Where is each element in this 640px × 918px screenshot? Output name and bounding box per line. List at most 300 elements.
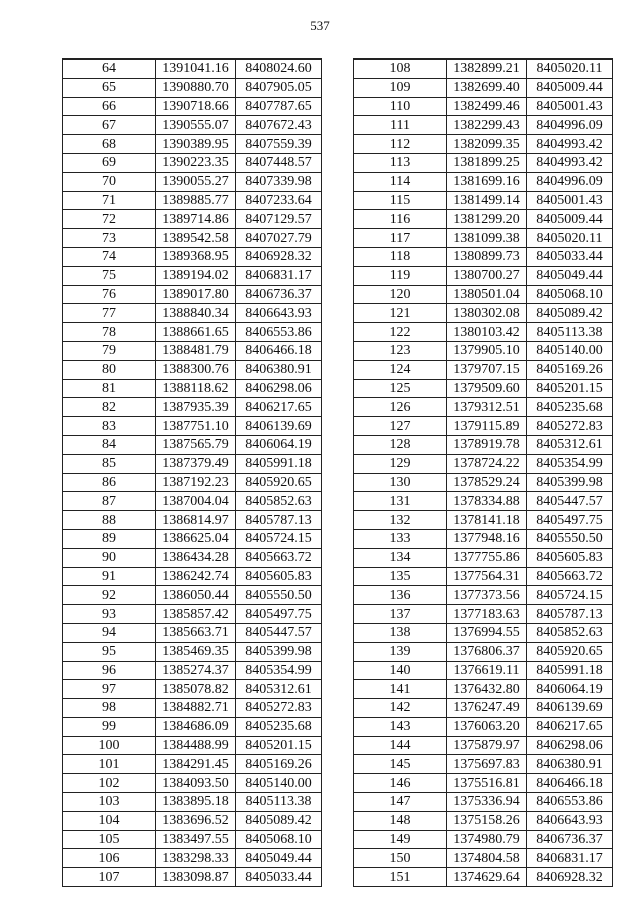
y-coordinate-cell: 8404996.09	[527, 172, 613, 191]
point-number-cell: 147	[354, 793, 447, 812]
x-coordinate-cell: 1381099.38	[447, 229, 527, 248]
point-number-cell: 118	[354, 247, 447, 266]
table-row	[354, 529, 613, 548]
table-row	[63, 811, 322, 830]
coordinates-table-right-body	[354, 59, 613, 887]
point-number-cell: 115	[354, 191, 447, 210]
table-row	[354, 680, 613, 699]
point-number-cell: 83	[63, 417, 156, 436]
point-number-cell: 73	[63, 229, 156, 248]
x-coordinate-cell: 1386050.44	[156, 586, 236, 605]
table-row	[63, 529, 322, 548]
y-coordinate-cell: 8405201.15	[236, 736, 322, 755]
y-coordinate-cell: 8405550.50	[527, 529, 613, 548]
x-coordinate-cell: 1376247.49	[447, 699, 527, 718]
x-coordinate-cell: 1389194.02	[156, 266, 236, 285]
point-number-cell: 136	[354, 586, 447, 605]
page-number: 537	[310, 18, 330, 33]
y-coordinate-cell: 8406553.86	[236, 323, 322, 342]
table-row	[354, 736, 613, 755]
x-coordinate-cell: 1382899.21	[447, 59, 527, 78]
y-coordinate-cell: 8407129.57	[236, 210, 322, 229]
x-coordinate-cell: 1375158.26	[447, 811, 527, 830]
y-coordinate-cell: 8405354.99	[527, 454, 613, 473]
x-coordinate-cell: 1381899.25	[447, 153, 527, 172]
y-coordinate-cell: 8406928.32	[236, 247, 322, 266]
table-row	[354, 830, 613, 849]
x-coordinate-cell: 1382699.40	[447, 78, 527, 97]
y-coordinate-cell: 8406831.17	[527, 849, 613, 868]
y-coordinate-cell: 8405113.38	[527, 323, 613, 342]
y-coordinate-cell: 8405235.68	[527, 398, 613, 417]
point-number-cell: 114	[354, 172, 447, 191]
x-coordinate-cell: 1385078.82	[156, 680, 236, 699]
table-row	[354, 473, 613, 492]
y-coordinate-cell: 8405787.13	[236, 511, 322, 530]
x-coordinate-cell: 1377755.86	[447, 548, 527, 567]
x-coordinate-cell: 1384093.50	[156, 774, 236, 793]
y-coordinate-cell: 8405001.43	[527, 191, 613, 210]
x-coordinate-cell: 1382099.35	[447, 135, 527, 154]
point-number-cell: 101	[63, 755, 156, 774]
x-coordinate-cell: 1388661.65	[156, 323, 236, 342]
table-row	[354, 191, 613, 210]
point-number-cell: 126	[354, 398, 447, 417]
y-coordinate-cell: 8404996.09	[527, 116, 613, 135]
coordinates-table-left	[62, 58, 322, 887]
point-number-cell: 85	[63, 454, 156, 473]
y-coordinate-cell: 8405724.15	[236, 529, 322, 548]
table-row	[354, 398, 613, 417]
y-coordinate-cell: 8406643.93	[527, 811, 613, 830]
y-coordinate-cell: 8405089.42	[236, 811, 322, 830]
x-coordinate-cell: 1376619.11	[447, 661, 527, 680]
x-coordinate-cell: 1385274.37	[156, 661, 236, 680]
y-coordinate-cell: 8406466.18	[236, 341, 322, 360]
point-number-cell: 104	[63, 811, 156, 830]
y-coordinate-cell: 8406064.19	[527, 680, 613, 699]
table-row	[354, 247, 613, 266]
point-number-cell: 100	[63, 736, 156, 755]
y-coordinate-cell: 8405068.10	[236, 830, 322, 849]
y-coordinate-cell: 8405049.44	[527, 266, 613, 285]
table-row	[354, 360, 613, 379]
y-coordinate-cell: 8405272.83	[236, 699, 322, 718]
table-row	[354, 567, 613, 586]
point-number-cell: 142	[354, 699, 447, 718]
y-coordinate-cell: 8405140.00	[527, 341, 613, 360]
point-number-cell: 110	[354, 97, 447, 116]
x-coordinate-cell: 1384686.09	[156, 717, 236, 736]
point-number-cell: 97	[63, 680, 156, 699]
x-coordinate-cell: 1387935.39	[156, 398, 236, 417]
y-coordinate-cell: 8407559.39	[236, 135, 322, 154]
table-row	[63, 774, 322, 793]
point-number-cell: 131	[354, 492, 447, 511]
x-coordinate-cell: 1378141.18	[447, 511, 527, 530]
x-coordinate-cell: 1383098.87	[156, 868, 236, 887]
table-row	[354, 210, 613, 229]
y-coordinate-cell: 8405201.15	[527, 379, 613, 398]
x-coordinate-cell: 1374629.64	[447, 868, 527, 887]
point-number-cell: 116	[354, 210, 447, 229]
x-coordinate-cell: 1377183.63	[447, 605, 527, 624]
y-coordinate-cell: 8405001.43	[527, 97, 613, 116]
table-row	[63, 548, 322, 567]
y-coordinate-cell: 8405068.10	[527, 285, 613, 304]
point-number-cell: 148	[354, 811, 447, 830]
point-number-cell: 134	[354, 548, 447, 567]
point-number-cell: 119	[354, 266, 447, 285]
point-number-cell: 145	[354, 755, 447, 774]
y-coordinate-cell: 8405991.18	[236, 454, 322, 473]
y-coordinate-cell: 8405009.44	[527, 78, 613, 97]
x-coordinate-cell: 1390055.27	[156, 172, 236, 191]
table-row	[354, 642, 613, 661]
table-row	[63, 661, 322, 680]
y-coordinate-cell: 8405663.72	[527, 567, 613, 586]
x-coordinate-cell: 1389714.86	[156, 210, 236, 229]
y-coordinate-cell: 8406736.37	[236, 285, 322, 304]
x-coordinate-cell: 1385663.71	[156, 623, 236, 642]
y-coordinate-cell: 8406298.06	[527, 736, 613, 755]
x-coordinate-cell: 1389542.58	[156, 229, 236, 248]
table-row	[63, 717, 322, 736]
x-coordinate-cell: 1376806.37	[447, 642, 527, 661]
x-coordinate-cell: 1381699.16	[447, 172, 527, 191]
point-number-cell: 95	[63, 642, 156, 661]
x-coordinate-cell: 1374980.79	[447, 830, 527, 849]
point-number-cell: 82	[63, 398, 156, 417]
x-coordinate-cell: 1390718.66	[156, 97, 236, 116]
table-row	[354, 266, 613, 285]
point-number-cell: 125	[354, 379, 447, 398]
point-number-cell: 149	[354, 830, 447, 849]
point-number-cell: 112	[354, 135, 447, 154]
x-coordinate-cell: 1380899.73	[447, 247, 527, 266]
y-coordinate-cell: 8405354.99	[236, 661, 322, 680]
table-row	[354, 78, 613, 97]
y-coordinate-cell: 8405113.38	[236, 793, 322, 812]
y-coordinate-cell: 8405447.57	[527, 492, 613, 511]
x-coordinate-cell: 1379312.51	[447, 398, 527, 417]
table-row	[63, 379, 322, 398]
y-coordinate-cell: 8406064.19	[236, 435, 322, 454]
y-coordinate-cell: 8405920.65	[236, 473, 322, 492]
x-coordinate-cell: 1375697.83	[447, 755, 527, 774]
x-coordinate-cell: 1383298.33	[156, 849, 236, 868]
point-number-cell: 80	[63, 360, 156, 379]
x-coordinate-cell: 1388300.76	[156, 360, 236, 379]
y-coordinate-cell: 8405497.75	[527, 511, 613, 530]
x-coordinate-cell: 1386434.28	[156, 548, 236, 567]
point-number-cell: 124	[354, 360, 447, 379]
table-row	[354, 116, 613, 135]
point-number-cell: 89	[63, 529, 156, 548]
point-number-cell: 146	[354, 774, 447, 793]
x-coordinate-cell: 1379905.10	[447, 341, 527, 360]
x-coordinate-cell: 1387192.23	[156, 473, 236, 492]
point-number-cell: 144	[354, 736, 447, 755]
table-row	[63, 323, 322, 342]
point-number-cell: 120	[354, 285, 447, 304]
point-number-cell: 76	[63, 285, 156, 304]
point-number-cell: 105	[63, 830, 156, 849]
point-number-cell: 78	[63, 323, 156, 342]
table-row	[354, 793, 613, 812]
table-row	[63, 247, 322, 266]
table-row	[63, 417, 322, 436]
table-row	[63, 454, 322, 473]
point-number-cell: 79	[63, 341, 156, 360]
y-coordinate-cell: 8405089.42	[527, 304, 613, 323]
table-row	[354, 172, 613, 191]
point-number-cell: 121	[354, 304, 447, 323]
table-row	[354, 97, 613, 116]
x-coordinate-cell: 1385469.35	[156, 642, 236, 661]
point-number-cell: 98	[63, 699, 156, 718]
table-row	[63, 135, 322, 154]
y-coordinate-cell: 8405020.11	[527, 229, 613, 248]
point-number-cell: 132	[354, 511, 447, 530]
point-number-cell: 109	[354, 78, 447, 97]
table-row	[63, 605, 322, 624]
x-coordinate-cell: 1377373.56	[447, 586, 527, 605]
x-coordinate-cell: 1375879.97	[447, 736, 527, 755]
table-row	[63, 172, 322, 191]
point-number-cell: 103	[63, 793, 156, 812]
table-row	[354, 435, 613, 454]
x-coordinate-cell: 1388118.62	[156, 379, 236, 398]
table-row	[63, 736, 322, 755]
point-number-cell: 99	[63, 717, 156, 736]
table-row	[63, 266, 322, 285]
y-coordinate-cell: 8405033.44	[236, 868, 322, 887]
x-coordinate-cell: 1379707.15	[447, 360, 527, 379]
y-coordinate-cell: 8406928.32	[527, 868, 613, 887]
table-row	[63, 755, 322, 774]
x-coordinate-cell: 1386814.97	[156, 511, 236, 530]
y-coordinate-cell: 8405991.18	[527, 661, 613, 680]
point-number-cell: 151	[354, 868, 447, 887]
point-number-cell: 140	[354, 661, 447, 680]
point-number-cell: 138	[354, 623, 447, 642]
y-coordinate-cell: 8406643.93	[236, 304, 322, 323]
table-row	[63, 304, 322, 323]
table-row	[63, 435, 322, 454]
point-number-cell: 107	[63, 868, 156, 887]
point-number-cell: 86	[63, 473, 156, 492]
table-row	[354, 454, 613, 473]
point-number-cell: 71	[63, 191, 156, 210]
table-row	[63, 229, 322, 248]
point-number-cell: 65	[63, 78, 156, 97]
point-number-cell: 70	[63, 172, 156, 191]
y-coordinate-cell: 8406466.18	[527, 774, 613, 793]
x-coordinate-cell: 1383497.55	[156, 830, 236, 849]
x-coordinate-cell: 1388840.34	[156, 304, 236, 323]
table-row	[63, 78, 322, 97]
coordinates-table-right	[353, 58, 613, 887]
table-row	[354, 849, 613, 868]
y-coordinate-cell: 8404993.42	[527, 135, 613, 154]
point-number-cell: 75	[63, 266, 156, 285]
y-coordinate-cell: 8405852.63	[527, 623, 613, 642]
point-number-cell: 108	[354, 59, 447, 78]
point-number-cell: 117	[354, 229, 447, 248]
x-coordinate-cell: 1380501.04	[447, 285, 527, 304]
table-row	[354, 774, 613, 793]
table-row	[63, 492, 322, 511]
y-coordinate-cell: 8405920.65	[527, 642, 613, 661]
table-row	[354, 755, 613, 774]
x-coordinate-cell: 1379115.89	[447, 417, 527, 436]
table-row	[63, 699, 322, 718]
table-row	[63, 868, 322, 887]
y-coordinate-cell: 8405009.44	[527, 210, 613, 229]
x-coordinate-cell: 1386242.74	[156, 567, 236, 586]
y-coordinate-cell: 8405235.68	[236, 717, 322, 736]
table-row	[63, 191, 322, 210]
point-number-cell: 88	[63, 511, 156, 530]
point-number-cell: 96	[63, 661, 156, 680]
point-number-cell: 72	[63, 210, 156, 229]
x-coordinate-cell: 1391041.16	[156, 59, 236, 78]
point-number-cell: 127	[354, 417, 447, 436]
y-coordinate-cell: 8405724.15	[527, 586, 613, 605]
y-coordinate-cell: 8405663.72	[236, 548, 322, 567]
y-coordinate-cell: 8405272.83	[527, 417, 613, 436]
y-coordinate-cell: 8405447.57	[236, 623, 322, 642]
y-coordinate-cell: 8405605.83	[236, 567, 322, 586]
y-coordinate-cell: 8407905.05	[236, 78, 322, 97]
table-row	[354, 59, 613, 78]
x-coordinate-cell: 1383895.18	[156, 793, 236, 812]
y-coordinate-cell: 8407339.98	[236, 172, 322, 191]
y-coordinate-cell: 8405399.98	[527, 473, 613, 492]
y-coordinate-cell: 8406139.69	[236, 417, 322, 436]
table-row	[354, 153, 613, 172]
y-coordinate-cell: 8408024.60	[236, 59, 322, 78]
x-coordinate-cell: 1384882.71	[156, 699, 236, 718]
x-coordinate-cell: 1375516.81	[447, 774, 527, 793]
point-number-cell: 137	[354, 605, 447, 624]
x-coordinate-cell: 1378529.24	[447, 473, 527, 492]
point-number-cell: 113	[354, 153, 447, 172]
x-coordinate-cell: 1389017.80	[156, 285, 236, 304]
x-coordinate-cell: 1378919.78	[447, 435, 527, 454]
table-row	[63, 567, 322, 586]
y-coordinate-cell: 8405140.00	[236, 774, 322, 793]
y-coordinate-cell: 8406217.65	[236, 398, 322, 417]
coordinates-table-left-body	[63, 59, 322, 887]
y-coordinate-cell: 8406736.37	[527, 830, 613, 849]
x-coordinate-cell: 1377948.16	[447, 529, 527, 548]
table-row	[63, 623, 322, 642]
table-row	[63, 341, 322, 360]
table-row	[354, 229, 613, 248]
table-row	[354, 811, 613, 830]
table-row	[354, 586, 613, 605]
point-number-cell: 77	[63, 304, 156, 323]
x-coordinate-cell: 1390389.95	[156, 135, 236, 154]
table-row	[354, 717, 613, 736]
point-number-cell: 129	[354, 454, 447, 473]
x-coordinate-cell: 1382499.46	[447, 97, 527, 116]
table-row	[63, 153, 322, 172]
point-number-cell: 102	[63, 774, 156, 793]
y-coordinate-cell: 8406298.06	[236, 379, 322, 398]
x-coordinate-cell: 1378724.22	[447, 454, 527, 473]
y-coordinate-cell: 8405312.61	[236, 680, 322, 699]
table-row	[354, 511, 613, 530]
table-row	[63, 511, 322, 530]
y-coordinate-cell: 8407233.64	[236, 191, 322, 210]
point-number-cell: 92	[63, 586, 156, 605]
table-row	[354, 868, 613, 887]
point-number-cell: 87	[63, 492, 156, 511]
table-row	[354, 379, 613, 398]
point-number-cell: 84	[63, 435, 156, 454]
table-row	[354, 285, 613, 304]
x-coordinate-cell: 1377564.31	[447, 567, 527, 586]
point-number-cell: 93	[63, 605, 156, 624]
table-row	[63, 680, 322, 699]
x-coordinate-cell: 1390223.35	[156, 153, 236, 172]
point-number-cell: 69	[63, 153, 156, 172]
x-coordinate-cell: 1385857.42	[156, 605, 236, 624]
x-coordinate-cell: 1378334.88	[447, 492, 527, 511]
table-row	[63, 473, 322, 492]
x-coordinate-cell: 1387751.10	[156, 417, 236, 436]
y-coordinate-cell: 8405169.26	[527, 360, 613, 379]
table-row	[354, 623, 613, 642]
point-number-cell: 123	[354, 341, 447, 360]
point-number-cell: 64	[63, 59, 156, 78]
table-row	[354, 548, 613, 567]
table-row	[354, 605, 613, 624]
table-row	[354, 492, 613, 511]
y-coordinate-cell: 8407787.65	[236, 97, 322, 116]
point-number-cell: 141	[354, 680, 447, 699]
x-coordinate-cell: 1381299.20	[447, 210, 527, 229]
y-coordinate-cell: 8405497.75	[236, 605, 322, 624]
point-number-cell: 135	[354, 567, 447, 586]
x-coordinate-cell: 1383696.52	[156, 811, 236, 830]
table-row	[63, 360, 322, 379]
y-coordinate-cell: 8405550.50	[236, 586, 322, 605]
table-row	[63, 849, 322, 868]
x-coordinate-cell: 1380103.42	[447, 323, 527, 342]
x-coordinate-cell: 1376994.55	[447, 623, 527, 642]
x-coordinate-cell: 1384488.99	[156, 736, 236, 755]
point-number-cell: 81	[63, 379, 156, 398]
x-coordinate-cell: 1387004.04	[156, 492, 236, 511]
table-row	[63, 285, 322, 304]
point-number-cell: 133	[354, 529, 447, 548]
y-coordinate-cell: 8405787.13	[527, 605, 613, 624]
point-number-cell: 111	[354, 116, 447, 135]
y-coordinate-cell: 8407448.57	[236, 153, 322, 172]
point-number-cell: 122	[354, 323, 447, 342]
point-number-cell: 130	[354, 473, 447, 492]
point-number-cell: 66	[63, 97, 156, 116]
y-coordinate-cell: 8407672.43	[236, 116, 322, 135]
table-row	[354, 341, 613, 360]
x-coordinate-cell: 1389885.77	[156, 191, 236, 210]
x-coordinate-cell: 1376432.80	[447, 680, 527, 699]
point-number-cell: 90	[63, 548, 156, 567]
